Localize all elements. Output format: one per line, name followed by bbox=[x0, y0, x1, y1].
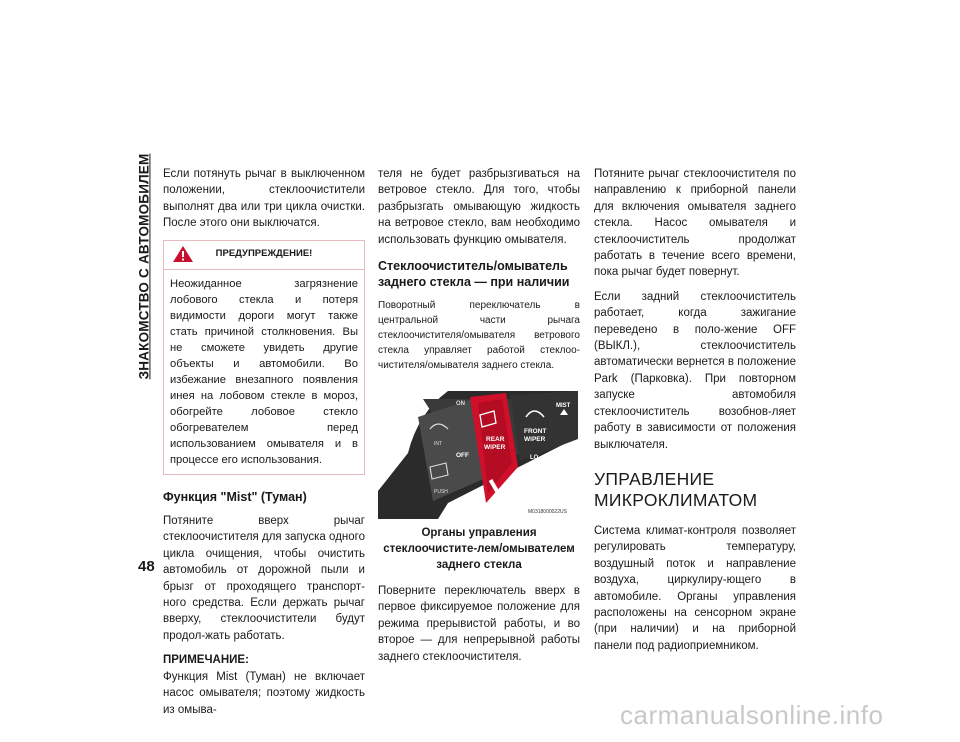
turn-paragraph: Поверните переключатель вверх в первое фиксируемое положение для режима прерывистой работы, и во второе — для непрерывной работы заднего стеклоочистителя. bbox=[378, 585, 580, 663]
intro-paragraph: Если потянуть рычаг в выключенном положении, стеклоочистители выполнят два или три цикла очистки. После этого они выключатся. bbox=[163, 168, 365, 230]
watermark: carmanualsonline.info bbox=[620, 700, 884, 730]
mist-paragraph: Потяните вверх рычаг стеклоочистителя для запуска одного цикла очищения, чтобы очистить автомобиль от дорожной пыли и брызг от проходящего транспорт-ного средства. Если держать рычаг вверху, стеклоочистители будут продол-жать работать. bbox=[163, 515, 365, 642]
figure-label-front-1: FRONT bbox=[524, 428, 547, 436]
rear-wiper-description: Поворотный переключатель в центральной части рычага стеклоочистителя/омывателя ветрового стекла управляет работой стеклоо-чистителя/омывателя заднего стекла. bbox=[378, 300, 580, 372]
section-side-label bbox=[134, 153, 154, 379]
figure-caption: Органы управления стеклоочистите-лем/омывателем заднего стекла bbox=[383, 527, 575, 572]
figure-label-off: OFF bbox=[456, 452, 469, 460]
climate-heading bbox=[594, 469, 796, 511]
climate-heading-line-2: МИКРОКЛИМАТОМ bbox=[594, 489, 758, 510]
note-paragraph: Функция Mist (Туман) не включает насос омывателя; поэтому жидкость из омыва- bbox=[163, 670, 365, 716]
figure-label-mist: MIST bbox=[556, 403, 571, 410]
continued-paragraph: теля не будет разбрызгиваться на ветровое стекло. Для того, чтобы разбрызгать омывающую жидкость на ветровое стекло, вам необходимо использовать функцию омывателя. bbox=[378, 168, 580, 246]
figure-label-lo: LO bbox=[530, 455, 539, 462]
figure-code: M0318000022US bbox=[528, 509, 567, 516]
rear-wiper-heading: Стеклоочиститель/омыватель заднего стекла — при наличии bbox=[378, 259, 570, 290]
figure-label-push: PUSH bbox=[434, 489, 448, 496]
figure-label-rear-1: REAR bbox=[486, 436, 505, 444]
column-3 bbox=[594, 166, 796, 662]
warning-triangle-icon bbox=[172, 245, 194, 263]
column-2 bbox=[378, 166, 580, 673]
figure-label-on: ON bbox=[456, 401, 465, 408]
warning-header bbox=[164, 241, 364, 270]
warning-text: Неожиданное загрязнение лобового стекла и потеря видимости дороги могут также стать причиной столкновения. Вы не сможете увидеть другие объекты и автомобили. Во избежание внезапного появления инея на лобовом стекле в мороз, обогрейте лобовое стекло обогревателем перед использованием омывателя и в процессе его использования. bbox=[170, 277, 358, 466]
rear-wiper-controls-figure bbox=[378, 383, 580, 519]
climate-heading-line-1: УПРАВЛЕНИЕ bbox=[594, 468, 715, 489]
climate-paragraph: Система климат-контроля позволяет регулировать температуру, воздушный поток и направление воздуха, циркулиру-ющего в автомобиле. Органы управления расположены на сенсорном экране (при наличии) и на приборной панели под радиоприемником. bbox=[594, 524, 796, 652]
warning-box bbox=[163, 240, 365, 475]
figure-label-rear-2: WIPER bbox=[484, 444, 506, 452]
note-title: ПРИМЕЧАНИЕ: bbox=[163, 654, 249, 667]
washer-paragraph: Потяните рычаг стеклоочистителя по направлению к приборной панели для включения омывателя заднего стекла. Насос омывателя и стеклоочиститель продолжат работать в течение всего времени, пока рычаг будет повернут. bbox=[594, 168, 796, 279]
warning-title: ПРЕДУПРЕЖДЕНИЕ! bbox=[215, 248, 313, 260]
page-number: 48 bbox=[138, 558, 155, 575]
figure-label-front-2: WIPER bbox=[524, 436, 546, 444]
section-side-label-text: ЗНАКОМСТВО С АВТОМОБИЛЕМ bbox=[136, 153, 152, 379]
figure-label-int: INT bbox=[434, 441, 443, 448]
park-paragraph: Если задний стеклоочиститель работает, когда зажигание переведено в поло-жение OFF (ВЫКЛ.), стеклоочиститель автоматически вернется в положение Park (Парковка). При повторном запуске автомобиля стеклоочиститель возобнов-ляет работу в зависимости от положения выключателя. bbox=[594, 290, 796, 451]
column-1 bbox=[163, 166, 365, 726]
mist-heading: Функция "Mist" (Туман) bbox=[163, 489, 307, 504]
